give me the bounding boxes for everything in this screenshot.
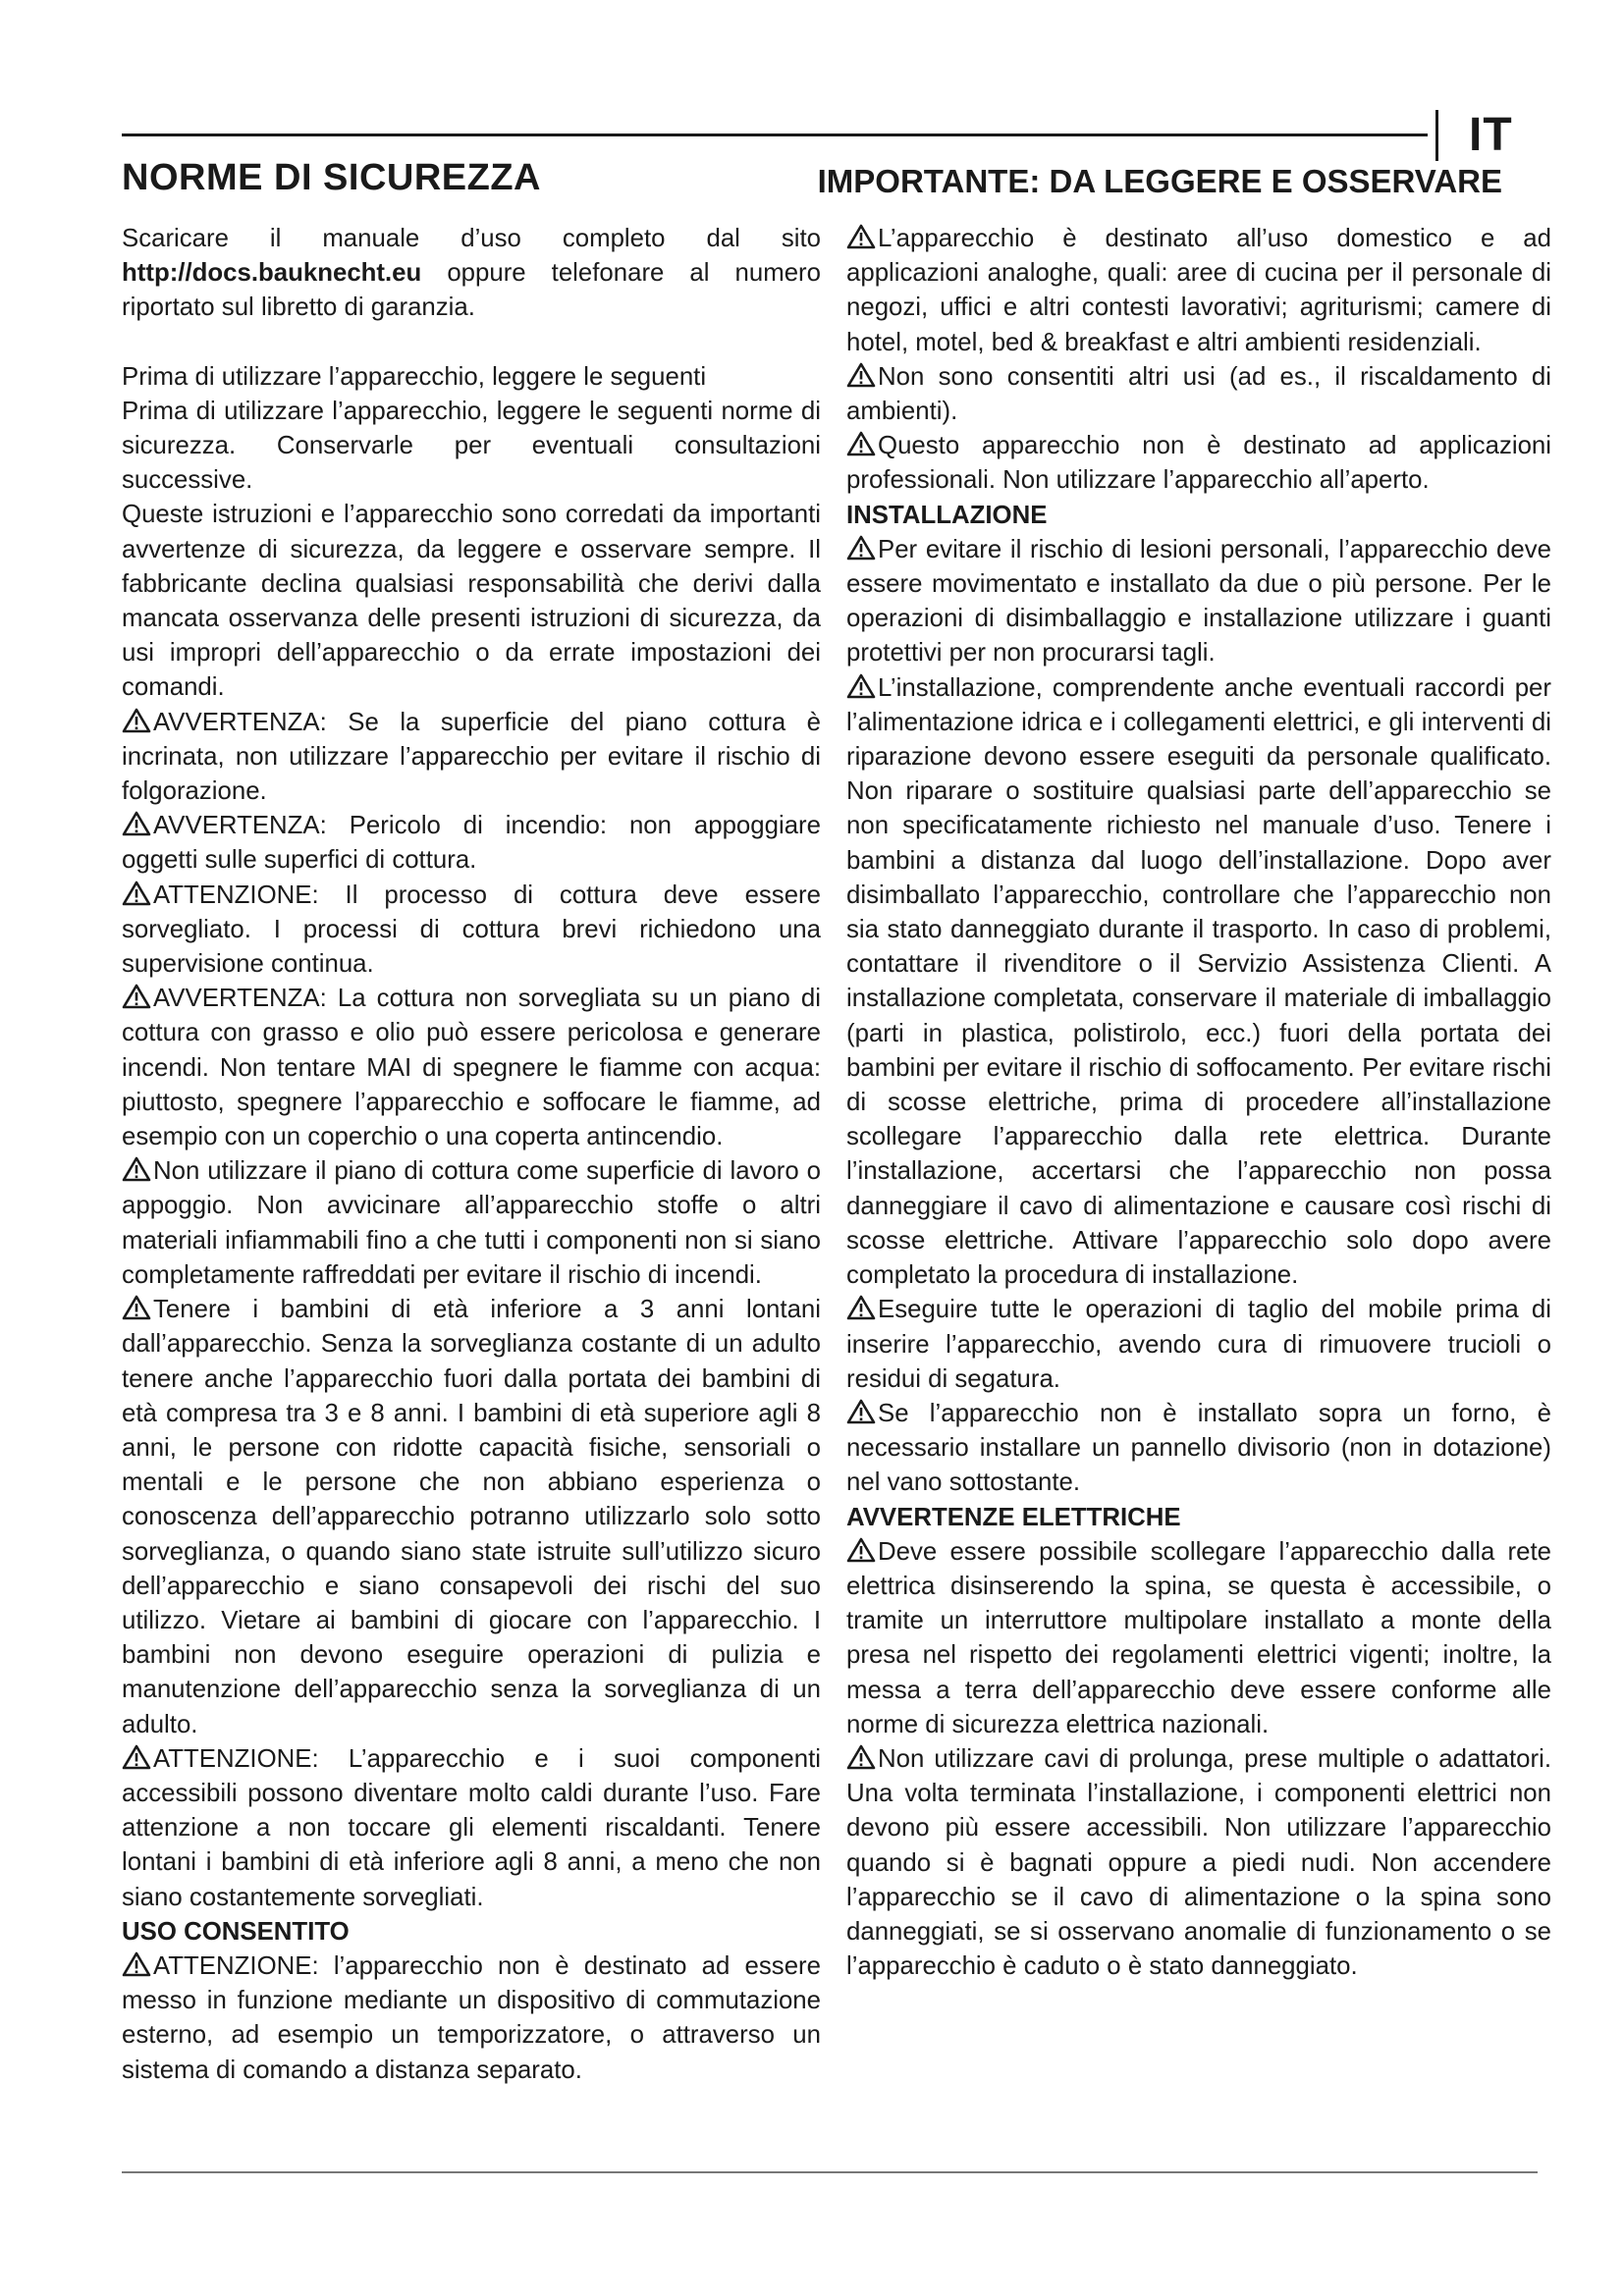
footer-rule — [122, 2171, 1538, 2173]
left-column — [122, 222, 821, 2088]
paragraph-prima-2: Prima di utilizzare l’apparecchio, leggere le seguenti norme di sicurezza. Conservarle per eventuali consultazioni successive. — [122, 397, 821, 495]
warning-item: Questo apparecchio non è destinato ad applicazioni professionali. Non utilizzare l’apparecchio all’aperto. — [846, 432, 1551, 495]
warning-item: AVVERTENZA: La cottura non sorvegliata su un piano di cottura con grasso e olio può essere pericolosa e generare incendi. Non tentare MAI di spegnere le fiamme con acqua: piuttosto, spegnere l’apparecchio e soffocare le fiamme, ad esempio con un coperchio o una coperta antincendio. — [122, 985, 821, 1151]
paragraph-prima-1: Prima di utilizzare l’apparecchio, leggere le seguenti — [122, 362, 707, 391]
warning-triangle-icon — [846, 1295, 876, 1320]
warning-triangle-icon — [122, 881, 151, 906]
warning-triangle-icon — [846, 1537, 876, 1563]
page-title: NORME DI SICUREZZA — [122, 157, 541, 198]
warning-triangle-icon — [846, 535, 876, 561]
warning-item: ATTENZIONE: l’apparecchio non è destinato ad essere messo in funzione mediante un dispositivo di commutazione esterno, ad esempio un temporizzatore, o attraverso un sistema di comando a distanza separato. — [122, 1951, 821, 2084]
warning-triangle-icon — [122, 1156, 151, 1182]
paragraph-istruzioni: Queste istruzioni e l’apparecchio sono corredati da importanti avvertenze di sicurezza, da leggere e osservare sempre. Il fabbricante declina qualsiasi responsabilità che derivi dalla mancata osservanza delle presenti istruzioni di sicurezza, da usi impropri dell’apparecchio o da errate impostazioni dei comandi. — [122, 501, 821, 702]
warning-triangle-icon — [846, 224, 876, 249]
section-heading-uso: USO CONSENTITO — [122, 1917, 350, 1946]
section-heading-installazione: INSTALLAZIONE — [846, 501, 1048, 529]
warning-item: Non utilizzare il piano di cottura come superficie di lavoro o appoggio. Non avvicinare all’apparecchio stoffe o altri materiali infiammabili fino a che tutti i componenti non si siano completamente raffreddati per evitare il rischio di incendi. — [122, 1157, 821, 1289]
warning-triangle-icon — [122, 811, 151, 836]
warning-item: Se l’apparecchio non è installato sopra un forno, è necessario installare un pannello divisorio (non in dotazione) nel vano sottostante. — [846, 1399, 1551, 1497]
warning-item: ATTENZIONE: L’apparecchio e i suoi componenti accessibili possono diventare molto caldi durante l’uso. Fare attenzione a non toccare gli elementi riscaldanti. Tenere lontani i bambini di età inferiore agli 8 anni, a meno che non siano costantemente sorvegliati. — [122, 1744, 821, 1911]
page-subtitle: IMPORTANTE: DA LEGGERE E OSSERVARE — [817, 163, 1502, 199]
warning-item: L’installazione, comprendente anche eventuali raccordi per l’alimentazione idrica e i collegamenti elettrici, e gli interventi di riparazione devono essere eseguiti da personale qualificato. Non riparare o sostituire qualsiasi parte dell’apparecchio se non specificatamente richiesto nel manuale d’uso. Tenere i bambini a distanza dal luogo dell’installazione. Dopo aver disimballato l’apparecchio, controllare che l’apparecchio non sia stato danneggiato durante il trasporto. In caso di problemi, contattare il rivenditore o il Servizio Assistenza Clienti. A installazione completata, conservare il materiale di imballaggio (parti in plastica, polistirolo, ecc.) fuori della portata dei bambini per evitare il rischio di soffocamento. Per evitare rischi di scosse elettriche, prima di procedere all’installazione scollegare l’apparecchio dalla rete elettrica. Durante l’installazione, accertarsi che l’apparecchio non possa danneggiare il cavo di alimentazione e causare così rischi di scosse elettriche. Attivare l’apparecchio solo dopo avere completato la procedura di installazione. — [846, 673, 1551, 1290]
header-rule — [122, 133, 1428, 136]
warning-item: Eseguire tutte le operazioni di taglio del mobile prima di inserire l’apparecchio, avendo cura di rimuovere trucioli o residui di segatura. — [846, 1296, 1551, 1393]
language-code: IT — [1469, 109, 1513, 161]
warning-item: Non sono consentiti altri usi (ad es., il riscaldamento di ambienti). — [846, 362, 1551, 426]
warning-triangle-icon — [846, 673, 876, 699]
warning-item: AVVERTENZA: Pericolo di incendio: non appoggiare oggetti sulle superfici di cottura. — [122, 812, 821, 875]
warning-item: Per evitare il rischio di lesioni personali, l’apparecchio deve essere movimentato e installato da due o più persone. Per le operazioni di disimballaggio e installazione utilizzare i guanti protettivi per non procurarsi tagli. — [846, 535, 1551, 667]
warning-item: ATTENZIONE: Il processo di cottura deve essere sorvegliato. I processi di cottura brevi richiedono una supervisione continua. — [122, 881, 821, 979]
warning-triangle-icon — [122, 708, 151, 733]
warning-triangle-icon — [122, 1744, 151, 1770]
section-heading-elettriche: AVVERTENZE ELETTRICHE — [846, 1503, 1181, 1531]
warning-triangle-icon — [846, 431, 876, 456]
manual-url-link[interactable]: http://docs.bauknecht.eu — [122, 259, 422, 288]
warning-triangle-icon — [122, 984, 151, 1009]
warning-item: L’apparecchio è destinato all’uso domestico e ad applicazioni analoghe, quali: aree di cucina per il personale di negozi, uffici e altri contesti lavorativi; agriturismi; camere di hotel, motel, bed & breakfast e altri ambienti residenziali. — [846, 225, 1551, 356]
warning-triangle-icon — [846, 1744, 876, 1770]
warning-item: Non utilizzare cavi di prolunga, prese multiple o adattatori. Una volta terminata l’installazione, i componenti elettrici non devono più essere accessibili. Non utilizzare l’apparecchio quando si è bagnati oppure a piedi nudi. Non accendere l’apparecchio se il cavo di alimentazione o la spina sono danneggiati, se si osservano anomalie di funzionamento o se l’apparecchio è caduto o è stato danneggiato. — [846, 1744, 1551, 1981]
warning-triangle-icon — [846, 1399, 876, 1424]
language-separator — [1435, 110, 1438, 161]
warning-triangle-icon — [122, 1295, 151, 1320]
warning-item: AVVERTENZA: Se la superficie del piano cottura è incrinata, non utilizzare l’apparecchio per evitare il rischio di folgorazione. — [122, 708, 821, 806]
right-column — [846, 222, 1551, 1984]
warning-item: Deve essere possibile scollegare l’apparecchio dalla rete elettrica disinserendo la spina, se questa è accessibile, o tramite un interruttore multipolare installato a monte della presa nel rispetto dei regolamenti elettrici vigenti; inoltre, la messa a terra dell’apparecchio deve essere conforme alle norme di sicurezza elettrica nazionali. — [846, 1537, 1551, 1738]
warning-triangle-icon — [122, 1951, 151, 1977]
warning-item: Tenere i bambini di età inferiore a 3 anni lontani dall’apparecchio. Senza la sorveglianza costante di un adulto tenere anche l’apparecchio fuori dalla portata dei bambini di età compresa tra 3 e 8 anni. I bambini di età superiore agli 8 anni, le persone con ridotte capacità fisiche, sensoriali o mentali e le persone che non abbiano esperienza o conoscenza dell’apparecchio potranno utilizzarlo solo sotto sorveglianza, o quando siano state istruite sull’utilizzo sicuro dell’apparecchio e siano consapevoli dei rischi del suo utilizzo. Vietare ai bambini di giocare con l’apparecchio. I bambini non devono eseguire operazioni di pulizia e manutenzione dell’apparecchio senza la sorveglianza di un adulto. — [122, 1296, 821, 1738]
download-intro: Scaricare il manuale d’uso completo dal sito http://docs.bauknecht.eu oppure telefonare al numero riportato sul libretto di garanzia. — [122, 225, 821, 322]
warning-triangle-icon — [846, 362, 876, 388]
